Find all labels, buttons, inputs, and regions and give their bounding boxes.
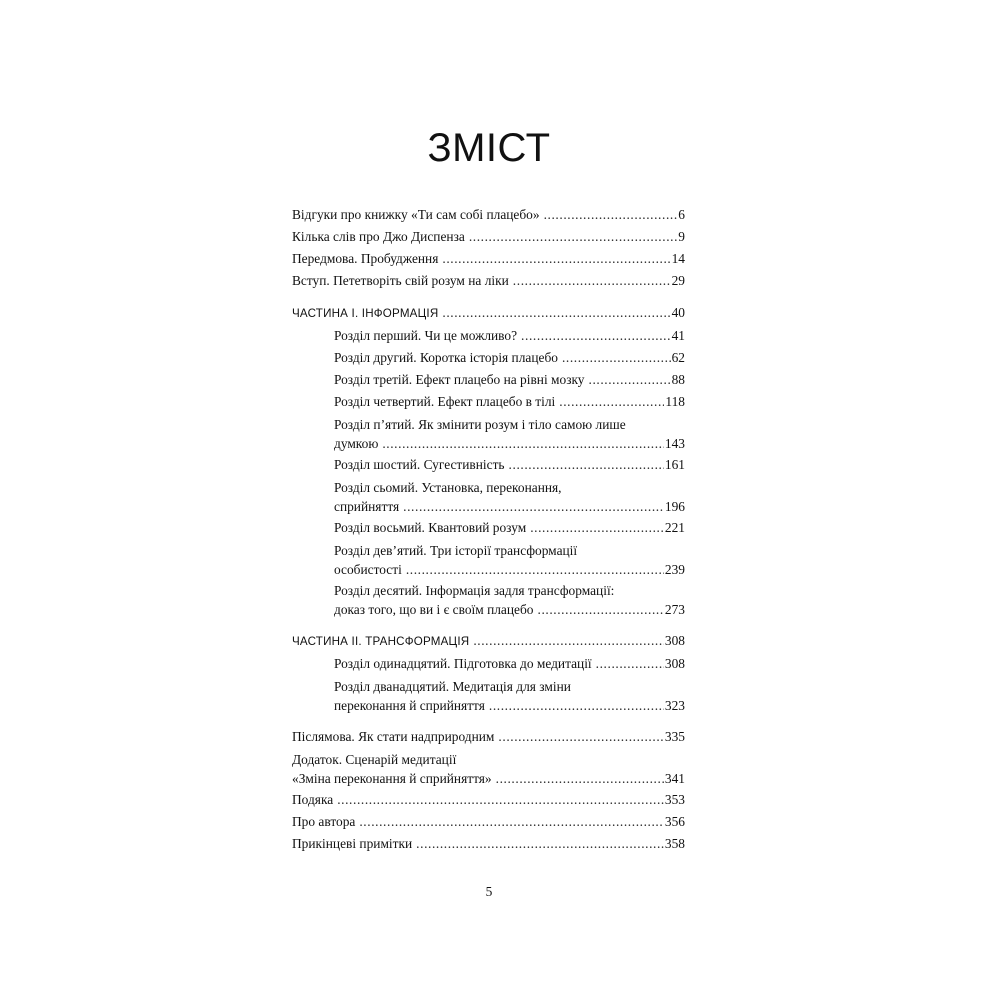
toc-part-2[interactable] bbox=[292, 630, 685, 653]
dot-leader bbox=[530, 517, 664, 539]
toc-entry-label: Розділ п’ятий. Як змінити розум і тіло самою лише bbox=[334, 417, 626, 432]
dot-leader bbox=[498, 726, 663, 748]
toc-entry-label: Розділ другий. Коротка історія плацебо bbox=[334, 350, 558, 365]
toc-entry-label: Вступ. Пететворіть свій розум на ліки bbox=[292, 273, 509, 288]
toc-page-number: 358 bbox=[664, 836, 685, 851]
toc-chapter-3[interactable] bbox=[334, 369, 685, 391]
toc-entry-introduction[interactable] bbox=[292, 270, 685, 292]
toc-chapter-8[interactable] bbox=[334, 517, 685, 539]
toc-entry-label: Розділ одинадцятий. Підготовка до медитації bbox=[334, 656, 592, 671]
toc-chapter-9[interactable] bbox=[334, 541, 685, 579]
toc-page-number: 14 bbox=[671, 251, 685, 266]
dot-leader bbox=[521, 325, 671, 347]
toc-entry-label: Розділ третій. Ефект плацебо на рівні мозку bbox=[334, 372, 585, 387]
toc-entry-label: Кілька слів про Джо Диспенза bbox=[292, 229, 465, 244]
toc-entry-label: Про автора bbox=[292, 814, 356, 829]
toc-entry-label-continued: думкою bbox=[334, 436, 379, 451]
toc-chapter-10[interactable] bbox=[334, 581, 685, 619]
toc-page-number: 335 bbox=[664, 729, 685, 744]
toc-entry-afterword[interactable] bbox=[292, 726, 685, 748]
dot-leader bbox=[359, 811, 664, 833]
toc-entry-label: Прикінцеві примітки bbox=[292, 836, 413, 851]
page-title: ЗМІСТ bbox=[427, 126, 551, 170]
toc-chapter-4[interactable] bbox=[334, 391, 685, 413]
dot-leader bbox=[544, 204, 678, 226]
toc-page-number: 118 bbox=[665, 394, 685, 409]
dot-leader bbox=[596, 653, 664, 675]
dot-leader bbox=[538, 600, 664, 619]
toc-page-number: 6 bbox=[678, 207, 685, 222]
toc-page-number: 239 bbox=[664, 562, 685, 577]
toc-entry-endnotes[interactable] bbox=[292, 833, 685, 855]
dot-leader bbox=[416, 833, 664, 855]
toc-chapter-5[interactable] bbox=[334, 415, 685, 453]
page-number-footer: 5 bbox=[485, 884, 493, 899]
dot-leader bbox=[562, 347, 671, 369]
toc-entry-about-dispenza[interactable] bbox=[292, 226, 685, 248]
dot-leader bbox=[469, 226, 677, 248]
toc-entry-label: Відгуки про книжку «Ти сам собі плацебо» bbox=[292, 207, 540, 222]
toc-chapter-1[interactable] bbox=[334, 325, 685, 347]
toc-entry-label: Розділ перший. Чи це можливо? bbox=[334, 328, 518, 343]
toc-chapter-12[interactable] bbox=[334, 677, 685, 715]
toc-entry-label: Передмова. Пробудження bbox=[292, 251, 439, 266]
toc-chapter-2[interactable] bbox=[334, 347, 685, 369]
toc-entry-label: Розділ дев’ятий. Три історії трансформації bbox=[334, 543, 578, 558]
dot-leader bbox=[489, 696, 664, 715]
dot-leader bbox=[559, 391, 664, 413]
toc-entry-label-continued: «Зміна переконання й сприйняття» bbox=[292, 771, 492, 786]
toc-page-number: 221 bbox=[664, 520, 685, 535]
section-gap bbox=[292, 292, 685, 302]
toc-chapter-6[interactable] bbox=[334, 454, 685, 476]
dot-leader bbox=[473, 630, 664, 652]
toc-entry-appendix[interactable] bbox=[292, 750, 685, 788]
toc-page-number: 308 bbox=[664, 656, 685, 671]
toc-page-number: 88 bbox=[671, 372, 685, 387]
dot-leader bbox=[496, 769, 664, 788]
toc-page-number: 341 bbox=[664, 771, 685, 786]
toc-page-number: 161 bbox=[664, 457, 685, 472]
toc-entry-label-continued: доказ того, що ви і є своїм плацебо bbox=[334, 602, 534, 617]
toc-page-number: 9 bbox=[678, 229, 685, 244]
toc-page-number: 353 bbox=[664, 792, 685, 807]
toc-page-number: 29 bbox=[671, 273, 685, 288]
toc-entry-label: Розділ четвертий. Ефект плацебо в тілі bbox=[334, 394, 556, 409]
toc-entry-label-continued: переконання й сприйняття bbox=[334, 698, 485, 713]
toc-entry-about-author[interactable] bbox=[292, 811, 685, 833]
dot-leader bbox=[509, 454, 664, 476]
toc-entry-label: Розділ дванадцятий. Медитація для зміни bbox=[334, 679, 571, 694]
toc-page-number: 273 bbox=[664, 602, 685, 617]
toc-entry-label-continued: сприйняття bbox=[334, 499, 400, 514]
section-gap bbox=[292, 716, 685, 726]
section-gap bbox=[292, 620, 685, 630]
dot-leader bbox=[382, 434, 664, 453]
dot-leader bbox=[406, 560, 664, 579]
dot-leader bbox=[442, 302, 670, 324]
toc-chapter-11[interactable] bbox=[334, 653, 685, 675]
toc-entry-label: Додаток. Сценарій медитації bbox=[292, 752, 457, 767]
toc-page-number: 196 bbox=[664, 499, 685, 514]
toc-entry-reviews[interactable] bbox=[292, 204, 685, 226]
table-of-contents bbox=[292, 204, 685, 855]
toc-entry-label: Розділ десятий. Інформація задля трансформації: bbox=[334, 583, 615, 598]
toc-entry-label: Післямова. Як стати надприродним bbox=[292, 729, 495, 744]
toc-entry-label: Розділ сьомий. Установка, переконання, bbox=[334, 480, 562, 495]
toc-page-number: 323 bbox=[664, 698, 685, 713]
dot-leader bbox=[403, 497, 664, 516]
toc-page-number: 40 bbox=[671, 305, 685, 320]
toc-page-number: 356 bbox=[664, 814, 685, 829]
toc-page-number: 62 bbox=[671, 350, 685, 365]
toc-chapter-7[interactable] bbox=[334, 478, 685, 516]
toc-entry-acknowledgements[interactable] bbox=[292, 789, 685, 811]
toc-page-number: 143 bbox=[664, 436, 685, 451]
dot-leader bbox=[513, 270, 671, 292]
toc-entry-label: Подяка bbox=[292, 792, 334, 807]
toc-entry-label: Розділ восьмий. Квантовий розум bbox=[334, 520, 527, 535]
toc-entry-label: Розділ шостий. Сугестивність bbox=[334, 457, 505, 472]
toc-page-number: 41 bbox=[671, 328, 685, 343]
toc-page-number: 308 bbox=[664, 633, 685, 648]
dot-leader bbox=[337, 789, 664, 811]
toc-part-1[interactable] bbox=[292, 302, 685, 325]
toc-entry-foreword[interactable] bbox=[292, 248, 685, 270]
toc-part-label: ЧАСТИНА І. ІНФОРМАЦІЯ bbox=[292, 307, 439, 320]
toc-part-label: ЧАСТИНА ІІ. ТРАНСФОРМАЦІЯ bbox=[292, 635, 470, 648]
dot-leader bbox=[589, 369, 671, 391]
dot-leader bbox=[442, 248, 670, 270]
toc-entry-label-continued: особистості bbox=[334, 562, 402, 577]
